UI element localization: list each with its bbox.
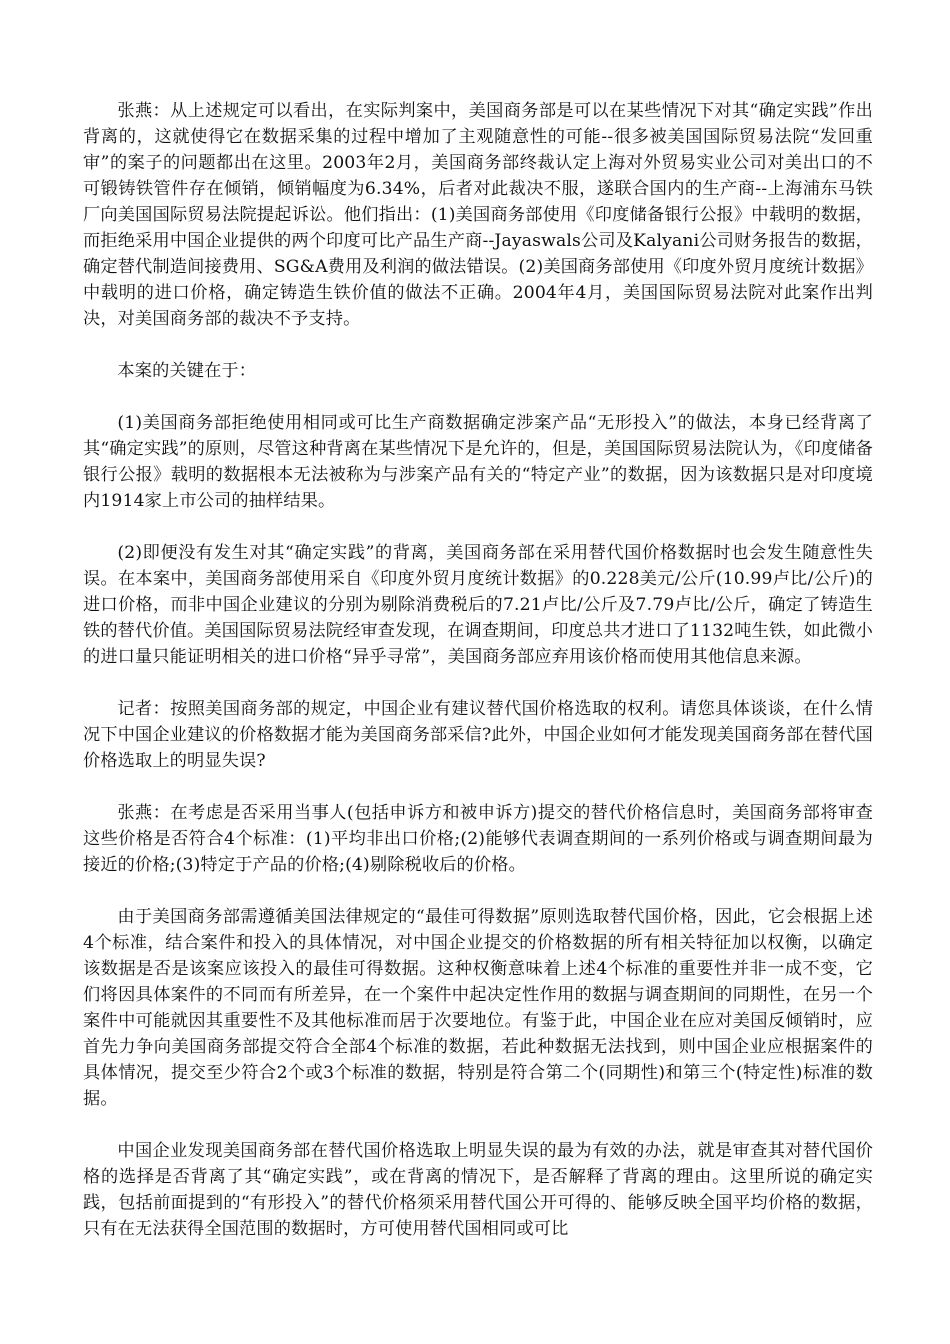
paragraph-case-key: 本案的关键在于： bbox=[117, 361, 257, 381]
paragraph-zhangyan-answer-2: 张燕：在考虑是否采用当事人(包括申诉方和被申诉方)提交的替代价格信息时，美国商务部将审查这些价格是否符合4个标准：(1)平均非出口价格;(2)能够代表调查期间的一系列价格或与调查期间最为接近的价格;(3)特定于产品的价格;(4)剔除税收后的价格。 bbox=[83, 803, 873, 875]
document-page bbox=[83, 98, 873, 1268]
paragraph-best-available-data: 由于美国商务部需遵循美国法律规定的“最佳可得数据”原则选取替代国价格，因此，它会根据上述4个标准，结合案件和投入的具体情况，对中国企业提交的价格数据的所有相关特征加以权衡，以确定该数据是否是该案应该投入的最佳可得数据。这种权衡意味着上述4个标准的重要性并非一成不变，它们将因具体案件的不同而有所差异，在一个案件中起决定性作用的数据与调查期间的同期性，在另一个案件中可能就因其重要性不及其他标准而居于次要地位。有鉴于此，中国企业在应对美国反倾销时，应首先力争向美国商务部提交符合全部4个标准的数据，若此种数据无法找到，则中国企业应根据案件的具体情况，提交至少符合2个或3个标准的数据，特别是符合第二个(同期性)和第三个(特定性)标准的数据。 bbox=[83, 907, 873, 1109]
paragraph-zhangyan-answer-1: 张燕：从上述规定可以看出，在实际判案中，美国商务部是可以在某些情况下对其“确定实践”作出背离的，这就使得它在数据采集的过程中增加了主观随意性的可能--很多被美国国际贸易法院“发回重审”的案子的问题都出在这里。2003年2月，美国商务部终裁认定上海对外贸易实业公司对美出口的不可锻铸铁管件存在倾销，倾销幅度为6.34%，后者对此裁决不服，遂联合国内的生产商--上海浦东马铁厂向美国国际贸易法院提起诉讼。他们指出：(1)美国商务部使用《印度储备银行公报》中载明的数据，而拒绝采用中国企业提供的两个印度可比产品生产商--Jayaswals公司及Kalyani公司财务报告的数据，确定替代制造间接费用、SG&A费用及利润的做法错误。(2)美国商务部使用《印度外贸月度统计数据》中载明的进口价格，确定铸造生铁价值的做法不正确。2004年4月，美国国际贸易法院对此案作出判决，对美国商务部的裁决不予支持。 bbox=[83, 101, 873, 329]
paragraph-detect-errors: 中国企业发现美国商务部在替代国价格选取上明显失误的最为有效的办法，就是审查其对替代国价格的选择是否背离了其“确定实践”，或在背离的情况下，是否解释了背离的理由。这里所说的确定实践，包括前面提到的“有形投入”的替代价格须采用替代国公开可得的、能够反映全国平均价格的数据，只有在无法获得全国范围的数据时，方可使用替代国相同或可比 bbox=[83, 1141, 873, 1239]
paragraph-reporter-question: 记者：按照美国商务部的规定，中国企业有建议替代国价格选取的权利。请您具体谈谈，在什么情况下中国企业建议的价格数据才能为美国商务部采信?此外，中国企业如何才能发现美国商务部在替代国价格选取上的明显失误? bbox=[83, 699, 873, 771]
paragraph-point-1: (1)美国商务部拒绝使用相同或可比生产商数据确定涉案产品“无形投入”的做法，本身已经背离了其“确定实践”的原则，尽管这种背离在某些情况下是允许的，但是，美国国际贸易法院认为，《印度储备银行公报》载明的数据根本无法被称为与涉案产品有关的“特定产业”的数据，因为该数据只是对印度境内1914家上市公司的抽样结果。 bbox=[83, 413, 873, 511]
paragraph-point-2: (2)即便没有发生对其“确定实践”的背离，美国商务部在采用替代国价格数据时也会发生随意性失误。在本案中，美国商务部使用采自《印度外贸月度统计数据》的0.228美元/公斤(10.99卢比/公斤)的进口价格，而非中国企业建议的分别为剔除消费税后的7.21卢比/公斤及7.79卢比/公斤，确定了铸造生铁的替代价值。美国国际贸易法院经审查发现，在调查期间，印度总共才进口了1132吨生铁，如此微小的进口量只能证明相关的进口价格“异乎寻常”，美国商务部应弃用该价格而使用其他信息来源。 bbox=[83, 543, 873, 667]
